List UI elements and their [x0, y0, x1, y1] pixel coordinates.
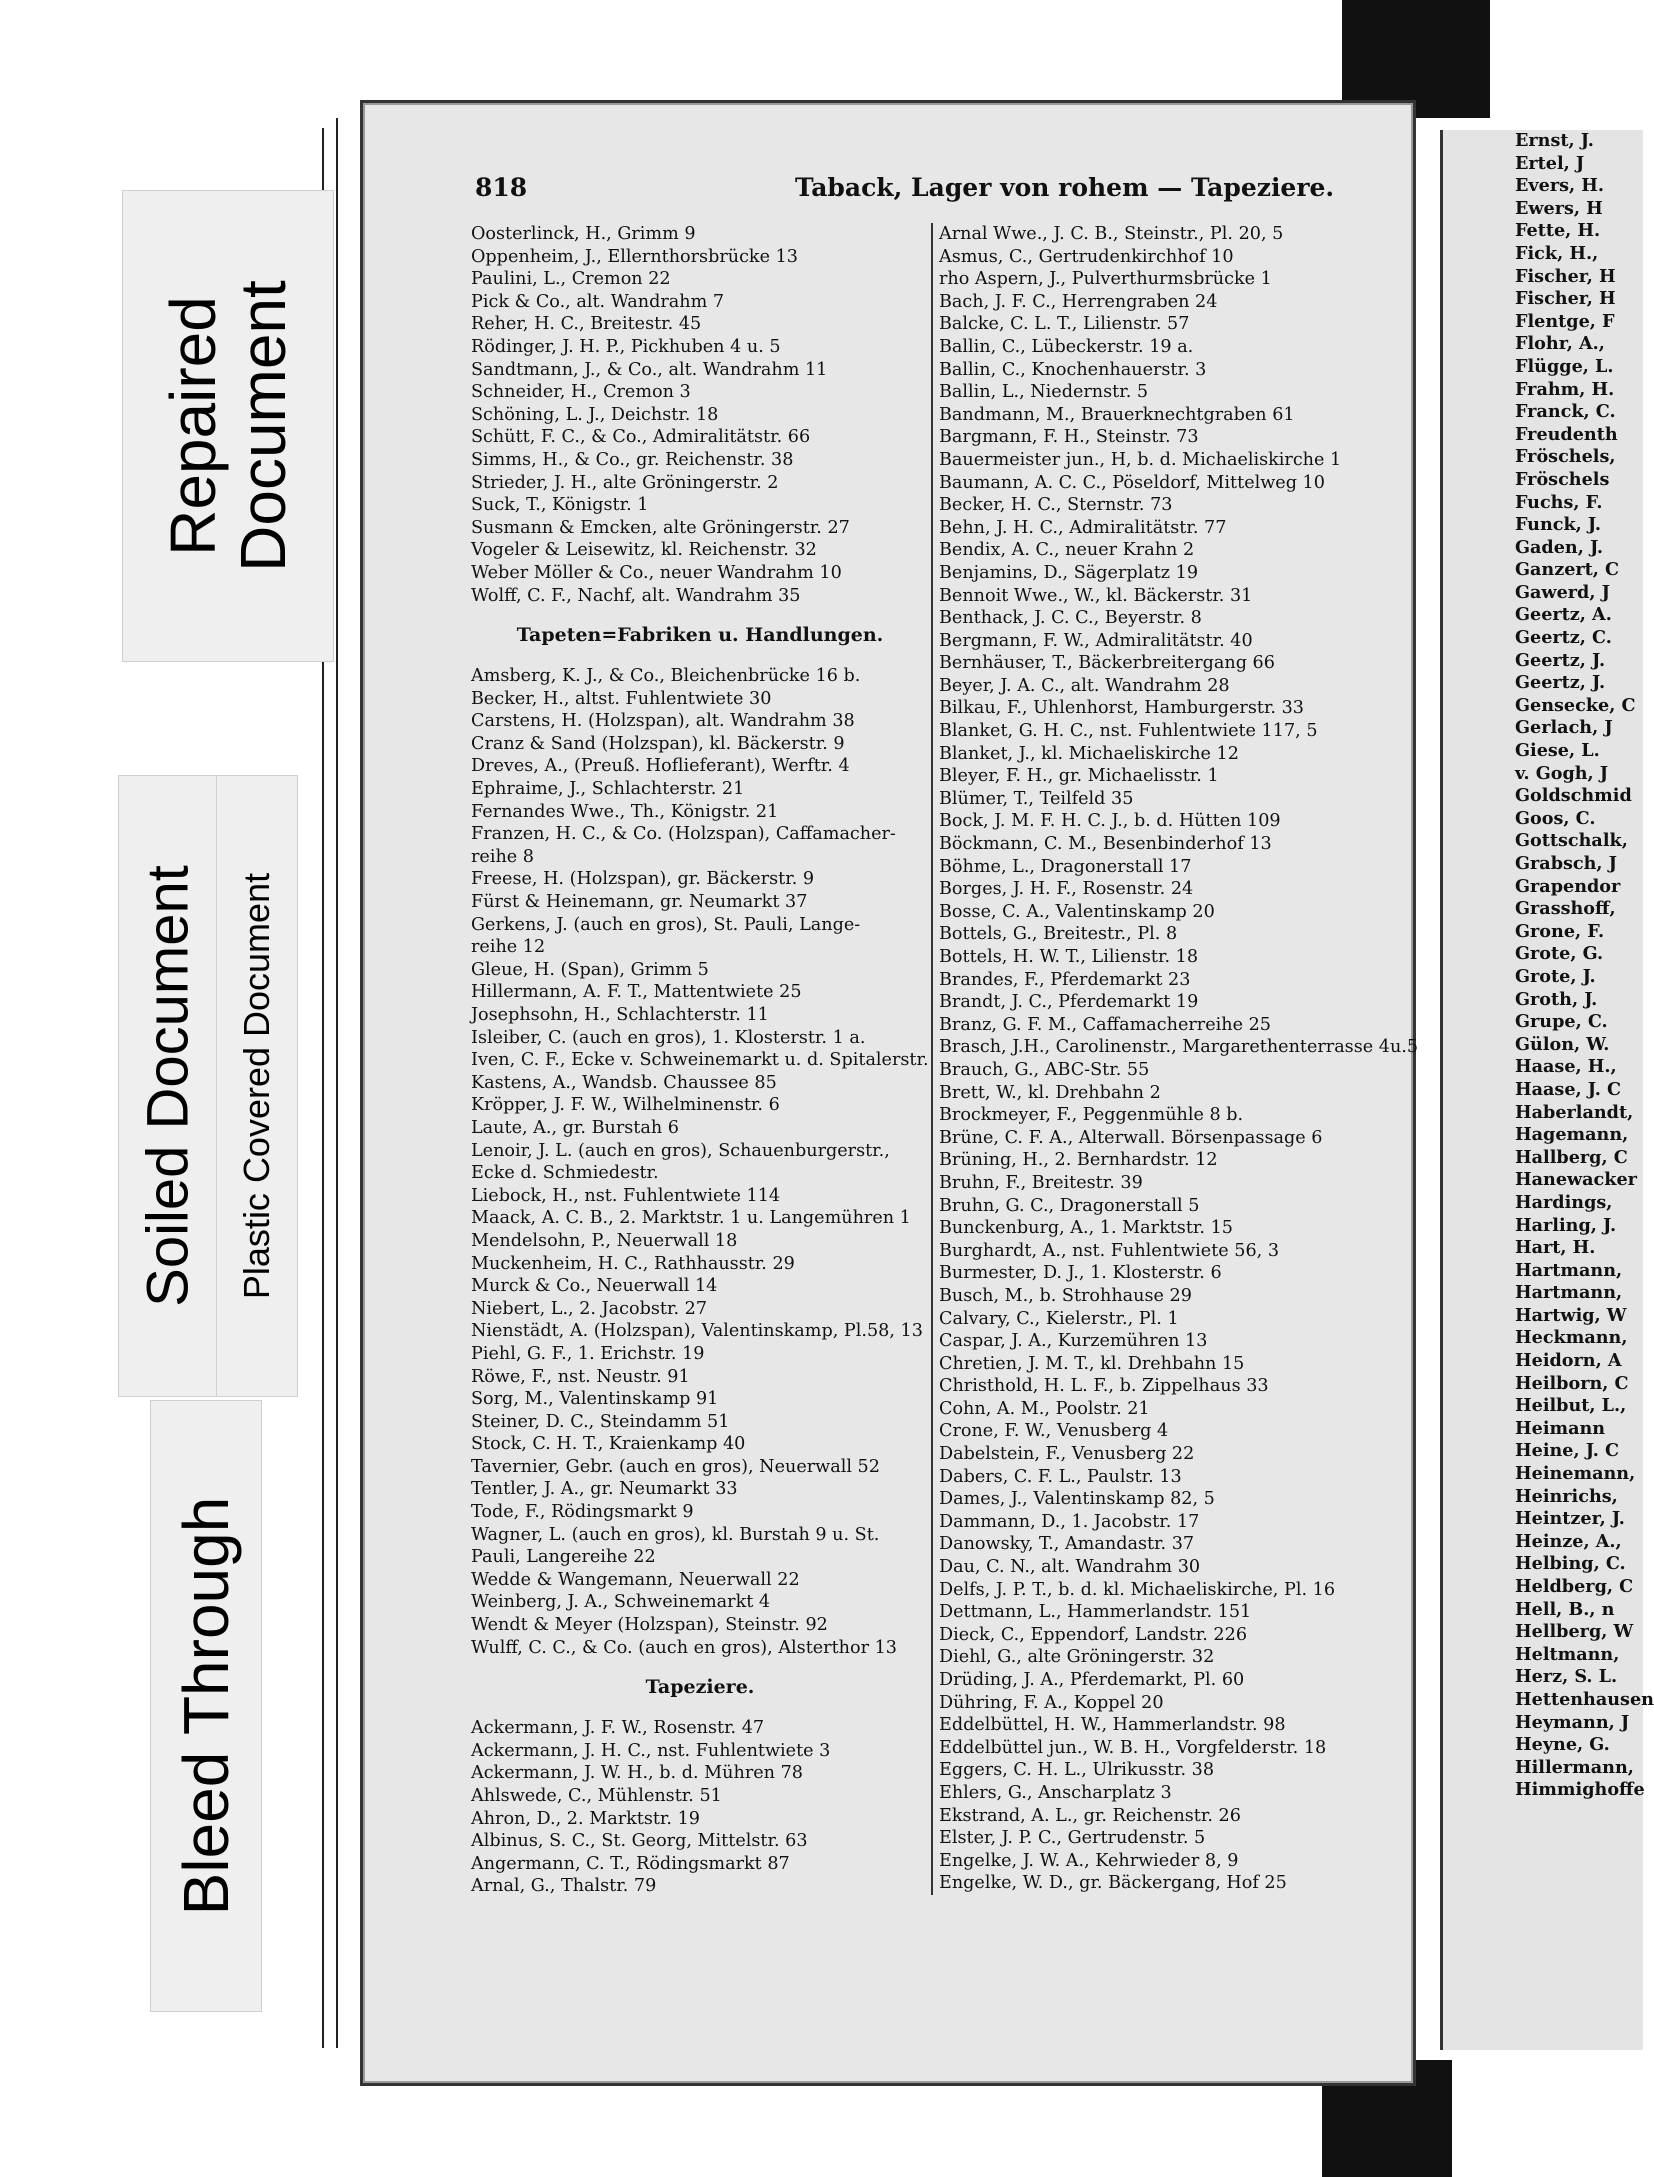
directory-entry: Carstens, H. (Holzspan), alt. Wandrahm 38: [471, 711, 855, 732]
directory-entry: Caspar, J. A., Kurzemühren 13: [939, 1331, 1208, 1352]
directory-entry: Baumann, A. C. C., Pöseldorf, Mittelweg 10: [939, 472, 1325, 493]
directory-entry: Dabelstein, F., Venusberg 22: [939, 1444, 1195, 1465]
directory-entry: Grasshoff,: [1515, 898, 1616, 920]
directory-entry: Bleyer, F. H., gr. Michaelisstr. 1: [939, 766, 1219, 787]
directory-entry: Bruhn, G. C., Dragonerstall 5: [939, 1195, 1200, 1216]
directory-entry: Oppenheim, J., Ellernthorsbrücke 13: [471, 246, 798, 267]
directory-entry: Dieck, C., Eppendorf, Landstr. 226: [939, 1624, 1248, 1645]
directory-entry: Flentge, F: [1515, 310, 1615, 332]
left-column: [471, 223, 929, 1898]
directory-entry: Angermann, C. T., Rödingsmarkt 87: [471, 1853, 790, 1874]
directory-entry: Heinemann,: [1515, 1463, 1636, 1485]
directory-entry: Hettenhausen: [1515, 1688, 1654, 1710]
directory-entry: Giese, L.: [1515, 740, 1600, 762]
directory-entry: Funck, J.: [1515, 514, 1602, 536]
directory-entry: Hallberg, C: [1515, 1146, 1628, 1168]
directory-entry: Bottels, G., Breitestr., Pl. 8: [939, 924, 1178, 945]
directory-entry: Blanket, G. H. C., nst. Fuhlentwiete 117, 5: [939, 721, 1318, 742]
directory-entry: Stock, C. H. T., Kraienkamp 40: [471, 1434, 746, 1455]
directory-entry: Grote, G.: [1515, 943, 1604, 965]
directory-entry: Bosse, C. A., Valentinskamp 20: [939, 901, 1215, 922]
directory-entry: Ahlswede, C., Mühlenstr. 51: [471, 1786, 722, 1806]
directory-entry: Heimann: [1515, 1417, 1606, 1439]
directory-entry: Susmann & Emcken, alte Gröningerstr. 27: [471, 517, 850, 538]
directory-entry: Iven, C. F., Ecke v. Schweinemarkt u. d. Spitalerstr.: [471, 1050, 929, 1071]
directory-entry: Cranz & Sand (Holzspan), kl. Bäckerstr. 9: [471, 733, 845, 754]
directory-entry: Grapendor: [1515, 875, 1621, 897]
directory-entry: Bennoit Wwe., W., kl. Bäckerstr. 31: [939, 585, 1253, 606]
directory-entry: Freese, H. (Holzspan), gr. Bäckerstr. 9: [471, 869, 815, 890]
directory-entry: Behn, J. H. C., Admiralitätstr. 77: [939, 517, 1227, 538]
directory-entry: Isleiber, C. (auch en gros), 1. Klosterstr. 1 a.: [471, 1027, 866, 1048]
directory-entry: Ernst, J.: [1515, 130, 1594, 151]
directory-entry: Dabers, C. F. L., Paulstr. 13: [939, 1466, 1182, 1487]
directory-entry: Oosterlinck, H., Grimm 9: [471, 224, 696, 244]
directory-entry: Elster, J. P. C., Gertrudenstr. 5: [939, 1828, 1206, 1849]
directory-entry: Evers, H.: [1515, 175, 1604, 197]
directory-entry: Laute, A., gr. Burstah 6: [471, 1117, 679, 1138]
directory-page: [360, 100, 1419, 2086]
directory-entry: Franzen, H. C., & Co. (Holzspan), Caffamacher-: [471, 824, 896, 845]
directory-entry: Geertz, J.: [1515, 649, 1606, 671]
directory-entry: Beyer, J. A. C., alt. Wandrahm 28: [939, 675, 1230, 696]
directory-entry: Bergmann, F. W., Admiralitätstr. 40: [939, 630, 1253, 651]
directory-entry: Balcke, C. L. T., Lilienstr. 57: [939, 314, 1190, 335]
directory-entry: Wedde & Wangemann, Neuerwall 22: [471, 1569, 800, 1590]
directory-entry: Borges, J. H. F., Rosenstr. 24: [939, 879, 1194, 900]
directory-entry: Becker, H., altst. Fuhlentwiete 30: [471, 688, 772, 709]
directory-entry: Grone, F.: [1515, 920, 1605, 942]
soiled-document-label: Soiled Document: [118, 775, 218, 1397]
directory-entry: Wagner, L. (auch en gros), kl. Burstah 9 u. St.: [471, 1524, 880, 1545]
directory-entry: Burmester, D. J., 1. Klosterstr. 6: [939, 1263, 1222, 1284]
directory-entry: Hart, H.: [1515, 1237, 1596, 1259]
directory-entry: Harling, J.: [1515, 1214, 1617, 1236]
directory-entry: Benthack, J. C. C., Beyerstr. 8: [939, 608, 1202, 629]
directory-entry: Diehl, G., alte Gröningerstr. 32: [939, 1647, 1215, 1668]
directory-entry: Vogeler & Leisewitz, kl. Reichenstr. 32: [471, 540, 817, 561]
directory-entry: Fette, H.: [1515, 220, 1601, 242]
directory-entry: reihe 12: [471, 937, 546, 958]
directory-entry: Brett, W., kl. Drehbahn 2: [939, 1082, 1161, 1103]
directory-entry: Busch, M., b. Strohhause 29: [939, 1285, 1192, 1306]
directory-entry: Dammann, D., 1. Jacobstr. 17: [939, 1511, 1200, 1532]
directory-entry: Haase, H.,: [1515, 1056, 1617, 1078]
section-heading: Tapeziere.: [645, 1676, 755, 1699]
directory-entry: Brüne, C. F. A., Alterwall. Börsenpassage 6: [939, 1127, 1323, 1148]
directory-entry: rho Aspern, J., Pulverthurmsbrücke 1: [939, 269, 1272, 290]
directory-entry: Fröschels,: [1515, 446, 1616, 468]
directory-entry: Brauch, G., ABC-Str. 55: [939, 1059, 1150, 1080]
directory-entry: Fischer, H: [1515, 265, 1616, 287]
directory-entry: Hillermann,: [1515, 1756, 1634, 1778]
directory-entry: Branz, G. F. M., Caffamacherreihe 25: [939, 1014, 1271, 1035]
directory-entry: Suck, T., Königstr. 1: [471, 495, 649, 516]
directory-entry: Paulini, L., Cremon 22: [471, 269, 671, 290]
directory-entry: Schneider, H., Cremon 3: [471, 382, 691, 403]
directory-entry: Grote, J.: [1515, 965, 1596, 987]
directory-entry: Hartmann,: [1515, 1259, 1623, 1281]
directory-entry: Schütt, F. C., & Co., Admiralitätstr. 66: [471, 427, 811, 448]
directory-entry: v. Gogh, J: [1515, 762, 1609, 784]
directory-entry: Calvary, C., Kielerstr., Pl. 1: [939, 1308, 1179, 1329]
directory-entry: Ecke d. Schmiedestr.: [471, 1163, 659, 1184]
directory-entry: Ekstrand, A. L., gr. Reichenstr. 26: [939, 1805, 1241, 1826]
repaired-document-label: Repaired Document: [122, 190, 334, 662]
directory-entry: Simms, H., & Co., gr. Reichenstr. 38: [471, 449, 794, 470]
directory-entry: Bach, J. F. C., Herrengraben 24: [939, 291, 1218, 312]
page-number: 818: [475, 173, 528, 202]
directory-entry: Burghardt, A., nst. Fuhlentwiete 56, 3: [939, 1240, 1280, 1261]
directory-entry: Ackermann, J. H. C., nst. Fuhlentwiete 3: [471, 1740, 831, 1761]
directory-entry: Wulff, C. C., & Co. (auch en gros), Alsterthor 13: [471, 1637, 897, 1658]
directory-entry: Grupe, C.: [1515, 1011, 1608, 1033]
right-column: [931, 223, 1419, 1895]
directory-entry: Flohr, A.,: [1515, 333, 1605, 355]
directory-entry: Gottschalk,: [1515, 830, 1628, 852]
directory-entry: Gerkens, J. (auch en gros), St. Pauli, Lange-: [471, 914, 861, 935]
directory-entry: Brüning, H., 2. Bernhardstr. 12: [939, 1150, 1218, 1171]
directory-entry: Hartmann,: [1515, 1282, 1623, 1304]
directory-entry: Böckmann, C. M., Besenbinderhof 13: [939, 834, 1272, 855]
directory-entry: Engelke, J. W. A., Kehrwieder 8, 9: [939, 1850, 1239, 1871]
directory-entry: Bottels, H. W. T., Lilienstr. 18: [939, 947, 1199, 967]
directory-entry: Groth, J.: [1515, 988, 1598, 1010]
directory-entry: Geertz, A.: [1515, 604, 1612, 626]
directory-entry: Hardings,: [1515, 1191, 1613, 1213]
directory-entry: Niebert, L., 2. Jacobstr. 27: [471, 1298, 708, 1319]
directory-entry: Röwe, F., nst. Neustr. 91: [471, 1366, 690, 1387]
directory-entry: Eddelbüttel, H. W., Hammerlandstr. 98: [939, 1715, 1286, 1736]
directory-entry: Gawerd, J: [1515, 581, 1610, 603]
directory-entry: Haase, J. C: [1515, 1078, 1621, 1100]
directory-entry: Bernhäuser, T., Bäckerbreitergang 66: [939, 653, 1275, 674]
directory-entry: Kastens, A., Wandsb. Chaussee 85: [471, 1072, 777, 1093]
directory-entry: Arnal, G., Thalstr. 79: [471, 1876, 657, 1897]
directory-entry: Goldschmid: [1515, 785, 1632, 807]
directory-entry: Dames, J., Valentinskamp 82, 5: [939, 1489, 1215, 1510]
directory-entry: Tode, F., Rödingsmarkt 9: [471, 1502, 694, 1523]
directory-entry: Eddelbüttel jun., W. B. H., Vorgfelderstr. 18: [939, 1737, 1327, 1758]
directory-entry: Heinze, A.,: [1515, 1530, 1622, 1552]
directory-entry: Heinrichs,: [1515, 1485, 1618, 1507]
directory-entry: Bargmann, F. H., Steinstr. 73: [939, 427, 1199, 448]
directory-entry: Strieder, J. H., alte Gröningerstr. 2: [471, 472, 779, 493]
directory-entry: Frahm, H.: [1515, 378, 1615, 400]
directory-entry: Pauli, Langereihe 22: [471, 1547, 656, 1568]
directory-entry: Rödinger, J. H. P., Pickhuben 4 u. 5: [471, 336, 781, 357]
directory-entry: Herz, S. L.: [1515, 1666, 1618, 1688]
directory-entry: Pick & Co., alt. Wandrahm 7: [471, 291, 725, 312]
directory-entry: Eggers, C. H. L., Ulrikusstr. 38: [939, 1760, 1215, 1781]
directory-entry: Gensecke, C: [1515, 694, 1636, 716]
directory-entry: Brockmeyer, F., Peggenmühle 8 b.: [939, 1105, 1244, 1126]
directory-entry: Sandtmann, J., & Co., alt. Wandrahm 11: [471, 359, 828, 380]
directory-entry: Cohn, A. M., Poolstr. 21: [939, 1398, 1150, 1419]
directory-entry: Heltmann,: [1515, 1643, 1620, 1665]
directory-entry: Gaden, J.: [1515, 536, 1604, 558]
directory-entry: Crone, F. W., Venusberg 4: [939, 1421, 1169, 1442]
directory-entry: Murck & Co., Neuerwall 14: [471, 1276, 718, 1297]
directory-entry: Reher, H. C., Breitestr. 45: [471, 314, 702, 335]
directory-entry: Himmighoffe: [1515, 1779, 1645, 1801]
directory-entry: Mendelsohn, P., Neuerwall 18: [471, 1230, 738, 1251]
directory-entry: Albinus, S. C., St. Georg, Mittelstr. 63: [471, 1831, 808, 1852]
directory-entry: Fuchs, F.: [1515, 491, 1603, 513]
directory-entry: Kröpper, J. F. W., Wilhelminenstr. 6: [471, 1095, 780, 1116]
directory-entry: Schöning, L. J., Deichstr. 18: [471, 404, 719, 425]
directory-entry: Freudenth: [1515, 423, 1618, 445]
directory-entry: Ertel, J: [1515, 152, 1585, 174]
directory-entry: Amsberg, K. J., & Co., Bleichenbrücke 16 b.: [471, 666, 861, 687]
directory-entry: Bruhn, F., Breitestr. 39: [939, 1172, 1143, 1193]
directory-entry: Heidorn, A: [1515, 1350, 1622, 1372]
directory-entry: Helbing, C.: [1515, 1553, 1626, 1575]
directory-entry: Hagemann,: [1515, 1124, 1629, 1146]
directory-entry: Dau, C. N., alt. Wandrahm 30: [939, 1557, 1201, 1578]
directory-entry: Piehl, G. F., 1. Erichstr. 19: [471, 1343, 705, 1364]
directory-entry: Flügge, L.: [1515, 355, 1614, 377]
directory-entry: Gülon, W.: [1515, 1033, 1610, 1055]
directory-entry: Brasch, J.H., Carolinenstr., Margarethenterrasse 4u.5: [939, 1037, 1419, 1058]
directory-entry: Brandt, J. C., Pferdemarkt 19: [939, 992, 1199, 1013]
directory-entry: Weber Möller & Co., neuer Wandrahm 10: [471, 562, 842, 583]
directory-entry: reihe 8: [471, 846, 534, 867]
directory-entry: Ackermann, J. F. W., Rosenstr. 47: [471, 1718, 765, 1739]
directory-entry: Fürst & Heinemann, gr. Neumarkt 37: [471, 892, 808, 913]
directory-entry: Christhold, H. L. F., b. Zippelhaus 33: [939, 1376, 1269, 1397]
directory-entry: Heine, J. C: [1515, 1440, 1619, 1462]
directory-entry: Wolff, C. F., Nachf, alt. Wandrahm 35: [471, 585, 801, 606]
directory-entry: Fischer, H: [1515, 288, 1616, 310]
directory-entry: Ballin, C., Lübeckerstr. 19 a.: [939, 336, 1194, 357]
directory-entry: Bock, J. M. F. H. C. J., b. d. Hütten 109: [939, 811, 1281, 832]
directory-entry: Wendt & Meyer (Holzspan), Steinstr. 92: [471, 1615, 828, 1636]
section-heading: Tapeten=Fabriken u. Handlungen.: [516, 624, 884, 647]
directory-entry: Grabsch, J: [1515, 853, 1617, 874]
directory-entry: Ganzert, C: [1515, 559, 1620, 581]
directory-entry: Haberlandt,: [1515, 1101, 1634, 1123]
directory-entry: Brandes, F., Pferdemarkt 23: [939, 969, 1191, 990]
directory-entry: Bandmann, M., Brauerknechtgraben 61: [939, 404, 1295, 425]
directory-entry: Muckenheim, H. C., Rathhausstr. 29: [471, 1253, 795, 1274]
directory-entry: Ephraime, J., Schlachterstr. 21: [471, 779, 745, 800]
directory-entry: Geertz, J.: [1515, 672, 1606, 694]
directory-entry: Heilborn, C: [1515, 1372, 1629, 1394]
directory-entry: Dühring, F. A., Koppel 20: [939, 1692, 1164, 1713]
directory-entry: Dreves, A., (Preuß. Hoflieferant), Werftr. 4: [471, 756, 850, 777]
directory-entry: Hillermann, A. F. T., Mattentwiete 25: [471, 982, 802, 1003]
directory-entry: Liebock, H., nst. Fuhlentwiete 114: [471, 1185, 781, 1206]
directory-entry: Maack, A. C. B., 2. Marktstr. 1 u. Langemühren 1: [471, 1208, 911, 1229]
bleed-through-label: Bleed Through: [150, 1400, 262, 2012]
directory-entry: Heintzer, J.: [1515, 1508, 1625, 1530]
directory-entry: Steiner, D. C., Steindamm 51: [471, 1411, 730, 1432]
directory-entry: Becker, H. C., Sternstr. 73: [939, 495, 1173, 516]
page-header: [475, 173, 1373, 207]
directory-entry: Blümer, T., Teilfeld 35: [939, 788, 1134, 809]
directory-entry: Sorg, M., Valentinskamp 91: [471, 1389, 719, 1410]
directory-entry: Asmus, C., Gertrudenkirchhof 10: [939, 246, 1234, 267]
directory-entry: Ballin, C., Knochenhauerstr. 3: [939, 359, 1207, 380]
directory-entry: Ehlers, G., Anscharplatz 3: [939, 1782, 1172, 1803]
directory-entry: Drüding, J. A., Pferdemarkt, Pl. 60: [939, 1670, 1245, 1690]
directory-entry: Ackermann, J. W. H., b. d. Mühren 78: [471, 1763, 803, 1784]
directory-entry: Bendix, A. C., neuer Krahn 2: [939, 540, 1195, 561]
directory-entry: Heldberg, C: [1515, 1576, 1634, 1597]
directory-entry: Bilkau, F., Uhlenhorst, Hamburgerstr. 33: [939, 698, 1304, 719]
directory-entry: Delfs, J. P. T., b. d. kl. Michaeliskirche, Pl. 16: [939, 1579, 1336, 1600]
directory-entry: Hanewacker: [1515, 1169, 1637, 1191]
directory-entry: Ewers, H: [1515, 197, 1603, 219]
directory-entry: Ballin, L., Niedernstr. 5: [939, 382, 1149, 403]
directory-entry: Hell, B., n: [1515, 1598, 1615, 1620]
adjacent-page: [1440, 130, 1654, 2050]
directory-entry: Gerlach, J: [1515, 717, 1613, 739]
directory-entry: Böhme, L., Dragonerstall 17: [939, 856, 1192, 877]
directory-entry: Heilbut, L.,: [1515, 1395, 1627, 1417]
directory-entry: Fröschels: [1515, 468, 1610, 490]
directory-entry: Josephsohn, H., Schlachterstr. 11: [471, 1005, 769, 1025]
directory-entry: Arnal Wwe., J. C. B., Steinstr., Pl. 20, 5: [939, 224, 1284, 244]
directory-entry: Ahron, D., 2. Marktstr. 19: [471, 1808, 700, 1829]
page-title: Taback, Lager von rohem — Tapeziere.: [795, 173, 1335, 202]
directory-entry: Weinberg, J. A., Schweinemarkt 4: [471, 1592, 771, 1613]
directory-entry: Tavernier, Gebr. (auch en gros), Neuerwall 52: [471, 1456, 880, 1477]
directory-entry: Bauermeister jun., H, b. d. Michaeliskirche 1: [939, 449, 1342, 470]
directory-entry: Heymann, J: [1515, 1711, 1630, 1733]
directory-entry: Bunckenburg, A., 1. Marktstr. 15: [939, 1218, 1233, 1239]
directory-entry: Goos, C.: [1515, 807, 1596, 829]
directory-entry: Gleue, H. (Span), Grimm 5: [471, 959, 709, 980]
directory-entry: Hartwig, W: [1515, 1304, 1627, 1326]
directory-entry: Geertz, C.: [1515, 627, 1612, 649]
directory-entry: Danowsky, T., Amandastr. 37: [939, 1534, 1195, 1555]
directory-entry: Lenoir, J. L. (auch en gros), Schauenburgerstr.,: [471, 1140, 890, 1161]
directory-entry: Heckmann,: [1515, 1327, 1628, 1349]
directory-entry: Tentler, J. A., gr. Neumarkt 33: [471, 1479, 738, 1500]
directory-entry: Heyne, G.: [1515, 1734, 1610, 1756]
directory-entry: Franck, C.: [1515, 401, 1616, 423]
directory-entry: Chretien, J. M. T., kl. Drehbahn 15: [939, 1353, 1245, 1374]
directory-entry: Fernandes Wwe., Th., Königstr. 21: [471, 801, 779, 822]
directory-entry: Hellberg, W: [1515, 1621, 1634, 1643]
directory-entry: Dettmann, L., Hammerlandstr. 151: [939, 1602, 1252, 1623]
directory-entry: Engelke, W. D., gr. Bäckergang, Hof 25: [939, 1873, 1287, 1894]
plastic-covered-document-label: Plastic Covered Document: [216, 775, 298, 1397]
directory-entry: Nienstädt, A. (Holzspan), Valentinskamp, Pl.58, 13: [471, 1321, 923, 1342]
directory-entry: Fick, H.,: [1515, 242, 1599, 264]
directory-entry: Benjamins, D., Sägerplatz 19: [939, 562, 1199, 583]
directory-entry: Blanket, J., kl. Michaeliskirche 12: [939, 743, 1239, 764]
